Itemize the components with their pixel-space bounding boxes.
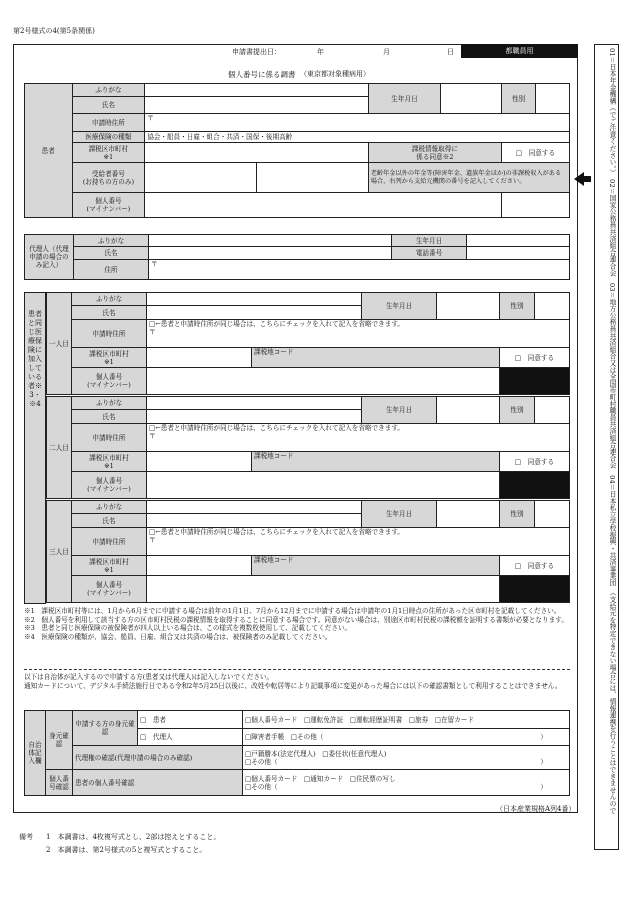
member-tax-city-field[interactable] (147, 556, 252, 576)
patient-mynumber-field[interactable] (145, 193, 502, 218)
member-mynumber-label: 個人番号 (マイナンバー) (72, 472, 147, 499)
agent-address-label: 住所 (74, 260, 149, 280)
insurance-options[interactable]: 協会・船員・日雇・組合・共済・国保・後期高齢 (145, 132, 570, 143)
member-mynumber-field[interactable] (147, 576, 500, 603)
mynumber-confirm-label: 個人番号確認 (46, 770, 73, 796)
same-address-checkbox[interactable]: □←患者と申請時住所が同じ場合は、こちらにチェックを入れて記入を省略できます。 (149, 320, 404, 328)
member-sex-label: 性別 (500, 397, 535, 424)
member-name-field[interactable] (147, 514, 362, 528)
mynumber-docs[interactable]: □個人番号カード □通知カード □住民票の写し □その他（ ） (243, 770, 570, 796)
furigana-label: ふりがな (72, 84, 145, 97)
mynumber-label: 個人番号 (マイナンバー) (72, 193, 145, 218)
member-blackout-cell (500, 576, 570, 603)
form-subtitle: （東京都対象種病用） (300, 70, 370, 78)
day-label: 日 (447, 48, 454, 56)
member-table (46, 292, 570, 395)
patient-checkbox[interactable]: □ 患者 (138, 711, 243, 729)
member-address-label: 申請時住所 (72, 528, 147, 556)
recipient-no-label: 受給者番号 (お持ちの方のみ) (72, 163, 145, 193)
agent-name-label: 氏名 (74, 247, 149, 260)
patient-table (24, 83, 570, 218)
member-tax-code-label: 課税地コード (252, 348, 500, 368)
agent-birth-field[interactable] (467, 235, 570, 247)
member-mynumber-field[interactable] (147, 472, 500, 499)
agency-confirm-label: 代理権の確認(代理申請の場合のみ確認) (73, 746, 243, 770)
agent-phone-label: 電話番号 (392, 247, 467, 260)
side-note: 01＝日本年金機構（でご注意ください。） 02＝国家公務員共済組合連合会 03＝地方公務員共済組合又は全国市町村職員共済組合連合会 04＝日本私立学校振興・共済事業団 （支給元を特定できない場合には、情報連携を行うことはできませんので (608, 48, 616, 814)
member-name-label: 氏名 (72, 410, 147, 424)
member-birth-label: 生年月日 (362, 293, 437, 320)
verification-table (24, 710, 570, 796)
remark-2: 2 本調書は、第2号様式の5と複写式とすること。 (46, 846, 207, 854)
member-name-label: 氏名 (72, 306, 147, 320)
member-mynumber-field[interactable] (147, 368, 500, 395)
submit-date-label: 申請書提出日： (232, 48, 281, 56)
member-furigana-label: ふりがな (72, 501, 147, 514)
member-name-field[interactable] (147, 306, 362, 320)
member-sex-field[interactable] (535, 397, 570, 424)
consent-label: 課税情報取得に 係る同意※2 (368, 143, 501, 163)
member-furigana-field[interactable] (147, 293, 362, 306)
member-address-label: 申請時住所 (72, 424, 147, 452)
standard-size: （日本産業規格A列4番） (496, 805, 576, 813)
arrow-stem-icon (583, 176, 591, 182)
office-notice (24, 673, 570, 690)
patient-section-label: 患者 (25, 84, 73, 218)
member-sex-label: 性別 (500, 293, 535, 320)
member-name-field[interactable] (147, 410, 362, 424)
member-sex-label: 性別 (500, 501, 535, 528)
member-blackout-cell (500, 472, 570, 499)
patient-tax-city-field[interactable] (145, 143, 369, 163)
member-table (46, 396, 570, 499)
patient-consent-checkbox[interactable]: □ 同意する (501, 143, 569, 163)
member-mynumber-label: 個人番号 (マイナンバー) (72, 368, 147, 395)
member-birth-label: 生年月日 (362, 501, 437, 528)
member-postal: 〒 (149, 536, 156, 544)
member-consent-checkbox[interactable]: □ 同意する (500, 452, 570, 472)
dashed-divider (24, 669, 570, 670)
member-postal: 〒 (149, 432, 156, 440)
member-address-field[interactable] (147, 528, 570, 556)
member-tax-city-label: 課税区市町村 ※1 (72, 452, 147, 472)
pension-code-field[interactable] (501, 193, 569, 218)
member-sex-field[interactable] (535, 293, 570, 320)
member-address-field[interactable] (147, 424, 570, 452)
footnotes (24, 607, 570, 641)
same-address-checkbox[interactable]: □←患者と申請時住所が同じ場合は、こちらにチェックを入れて記入を省略できます。 (149, 424, 404, 432)
office-use-badge: 都職員用 (461, 44, 578, 58)
identity-docs-row2[interactable]: □障害者手帳 □その他（ ） (243, 729, 570, 746)
member-mynumber-label: 個人番号 (マイナンバー) (72, 576, 147, 603)
members-section-label: 患者と同じ医療保険に加入している者※3・※4 (28, 310, 42, 408)
patient-birth-field[interactable] (441, 84, 502, 114)
footnote-4: ※4 医療保険の種類が、協会、船員、日雇、組合又は共済の場合は、被保険者のみ記載してください。 (24, 632, 332, 641)
office-notice-2: 通知カードについて、デジタル手続法施行日である令和2年5月25日以後に、改姓や転居等により記載事項に変更があった場合には以下の確認書類として利用することはできません。 (24, 681, 562, 690)
recipient-no-field[interactable] (145, 163, 257, 193)
month-label: 月 (383, 48, 390, 56)
member-tax-city-field[interactable] (147, 452, 252, 472)
member-birth-label: 生年月日 (362, 397, 437, 424)
member-furigana-field[interactable] (147, 397, 362, 410)
member-birth-field[interactable] (437, 501, 500, 528)
agent-address-field[interactable]: 〒 (149, 260, 570, 280)
pension-note: 老齢年金以外の年金等(障害年金、遺族年金ほか)の非課税収入がある場合、右列から支給元機関の番号を記入してください。 (368, 163, 569, 193)
member-furigana-label: ふりがな (72, 293, 147, 306)
agent-name-field[interactable] (149, 247, 392, 260)
patient-mynumber-confirm-label: 患者の個人番号確認 (73, 770, 243, 796)
office-notice-1: 以下は自治体が記入するので申請する方(患者又は代理人)は記入しないでください。 (24, 673, 274, 681)
patient-name-field[interactable] (145, 97, 369, 114)
member-birth-field[interactable] (437, 293, 500, 320)
recipient-no-field-2[interactable] (257, 163, 369, 193)
member-consent-checkbox[interactable]: □ 同意する (500, 348, 570, 368)
applicant-identity-label: 申請する方の身元確認 (73, 711, 138, 746)
member-blackout-cell (500, 368, 570, 395)
patient-furigana-field[interactable] (145, 84, 369, 97)
remarks-label: 備考 (19, 833, 33, 841)
patient-sex-field[interactable] (536, 84, 570, 114)
footnote-2: ※2 個人番号を利用して該当する方の区市町村民税の課税情報を取得することに同意する場合です。同意がない場合は、別途区市町村民税の課税額を証明する書類が必要となります。 (24, 615, 568, 624)
agent-table (24, 234, 570, 280)
member-furigana-label: ふりがな (72, 397, 147, 410)
agent-furigana-field[interactable] (149, 235, 392, 247)
member-label: 三人目 (47, 501, 72, 603)
same-address-checkbox[interactable]: □←患者と申請時住所が同じ場合は、こちらにチェックを入れて記入を省略できます。 (149, 528, 404, 536)
member-name-label: 氏名 (72, 514, 147, 528)
birth-label: 生年月日 (368, 84, 441, 114)
agent-phone-field[interactable] (467, 247, 570, 260)
member-sex-field[interactable] (535, 501, 570, 528)
year-label: 年 (317, 48, 324, 56)
form-id: 第2号様式の4(第5条関係) (13, 27, 95, 35)
verification-section-label: 自治体記入欄 (25, 711, 46, 796)
agent-checkbox[interactable]: □ 代理人 (138, 729, 243, 746)
sex-label: 性別 (501, 84, 535, 114)
identity-label: 身元確認 (46, 711, 73, 770)
member-label: 一人目 (47, 293, 72, 395)
address-label: 申請時住所 (72, 114, 145, 132)
member-tax-city-label: 課税区市町村 ※1 (72, 556, 147, 576)
member-birth-field[interactable] (437, 397, 500, 424)
member-tax-city-label: 課税区市町村 ※1 (72, 348, 147, 368)
insurance-label: 医療保険の種類 (72, 132, 145, 143)
agent-birth-label: 生年月日 (392, 235, 467, 247)
member-address-field[interactable] (147, 320, 570, 348)
tax-city-label: 課税区市町村 ※1 (72, 143, 145, 163)
member-table (46, 500, 570, 603)
patient-address-field[interactable]: 〒 (145, 114, 570, 132)
member-consent-checkbox[interactable]: □ 同意する (500, 556, 570, 576)
member-label: 二人目 (47, 397, 72, 499)
agent-furigana-label: ふりがな (74, 235, 149, 247)
footnote-1: ※1 課税区市町村等には、1月から6月までに申請する場合は前年の1月1日、7月から12月までに申請する場合は申請年の1月1日時点の住所があった区市町村を記載してください。 (24, 607, 561, 615)
agency-docs[interactable]: □戸籍謄本(法定代理人) □委任状(任意代理人) □その他（ ） (243, 746, 570, 770)
member-tax-city-field[interactable] (147, 348, 252, 368)
remark-1: 1 本調書は、4枚複写式とし、2部は控えとすること。 (46, 833, 221, 841)
identity-docs-row1[interactable]: □個人番号カード □運転免許証 □運転経歴証明書 □旅券 □在留カード (243, 711, 570, 729)
agent-section-label: 代理人（代理申請の場合のみ記入） (25, 235, 74, 280)
form-title: 個人番号に係る調書 (228, 70, 296, 79)
member-tax-code-label: 課税地コード (252, 556, 500, 576)
member-furigana-field[interactable] (147, 501, 362, 514)
name-label: 氏名 (72, 97, 145, 114)
member-postal: 〒 (149, 328, 156, 336)
member-tax-code-label: 課税地コード (252, 452, 500, 472)
member-address-label: 申請時住所 (72, 320, 147, 348)
footnote-3: ※3 患者と同じ医療保険の被保険者が四人以上いる場合は、この様式を複数枚使用して、記載してください。 (24, 624, 352, 633)
